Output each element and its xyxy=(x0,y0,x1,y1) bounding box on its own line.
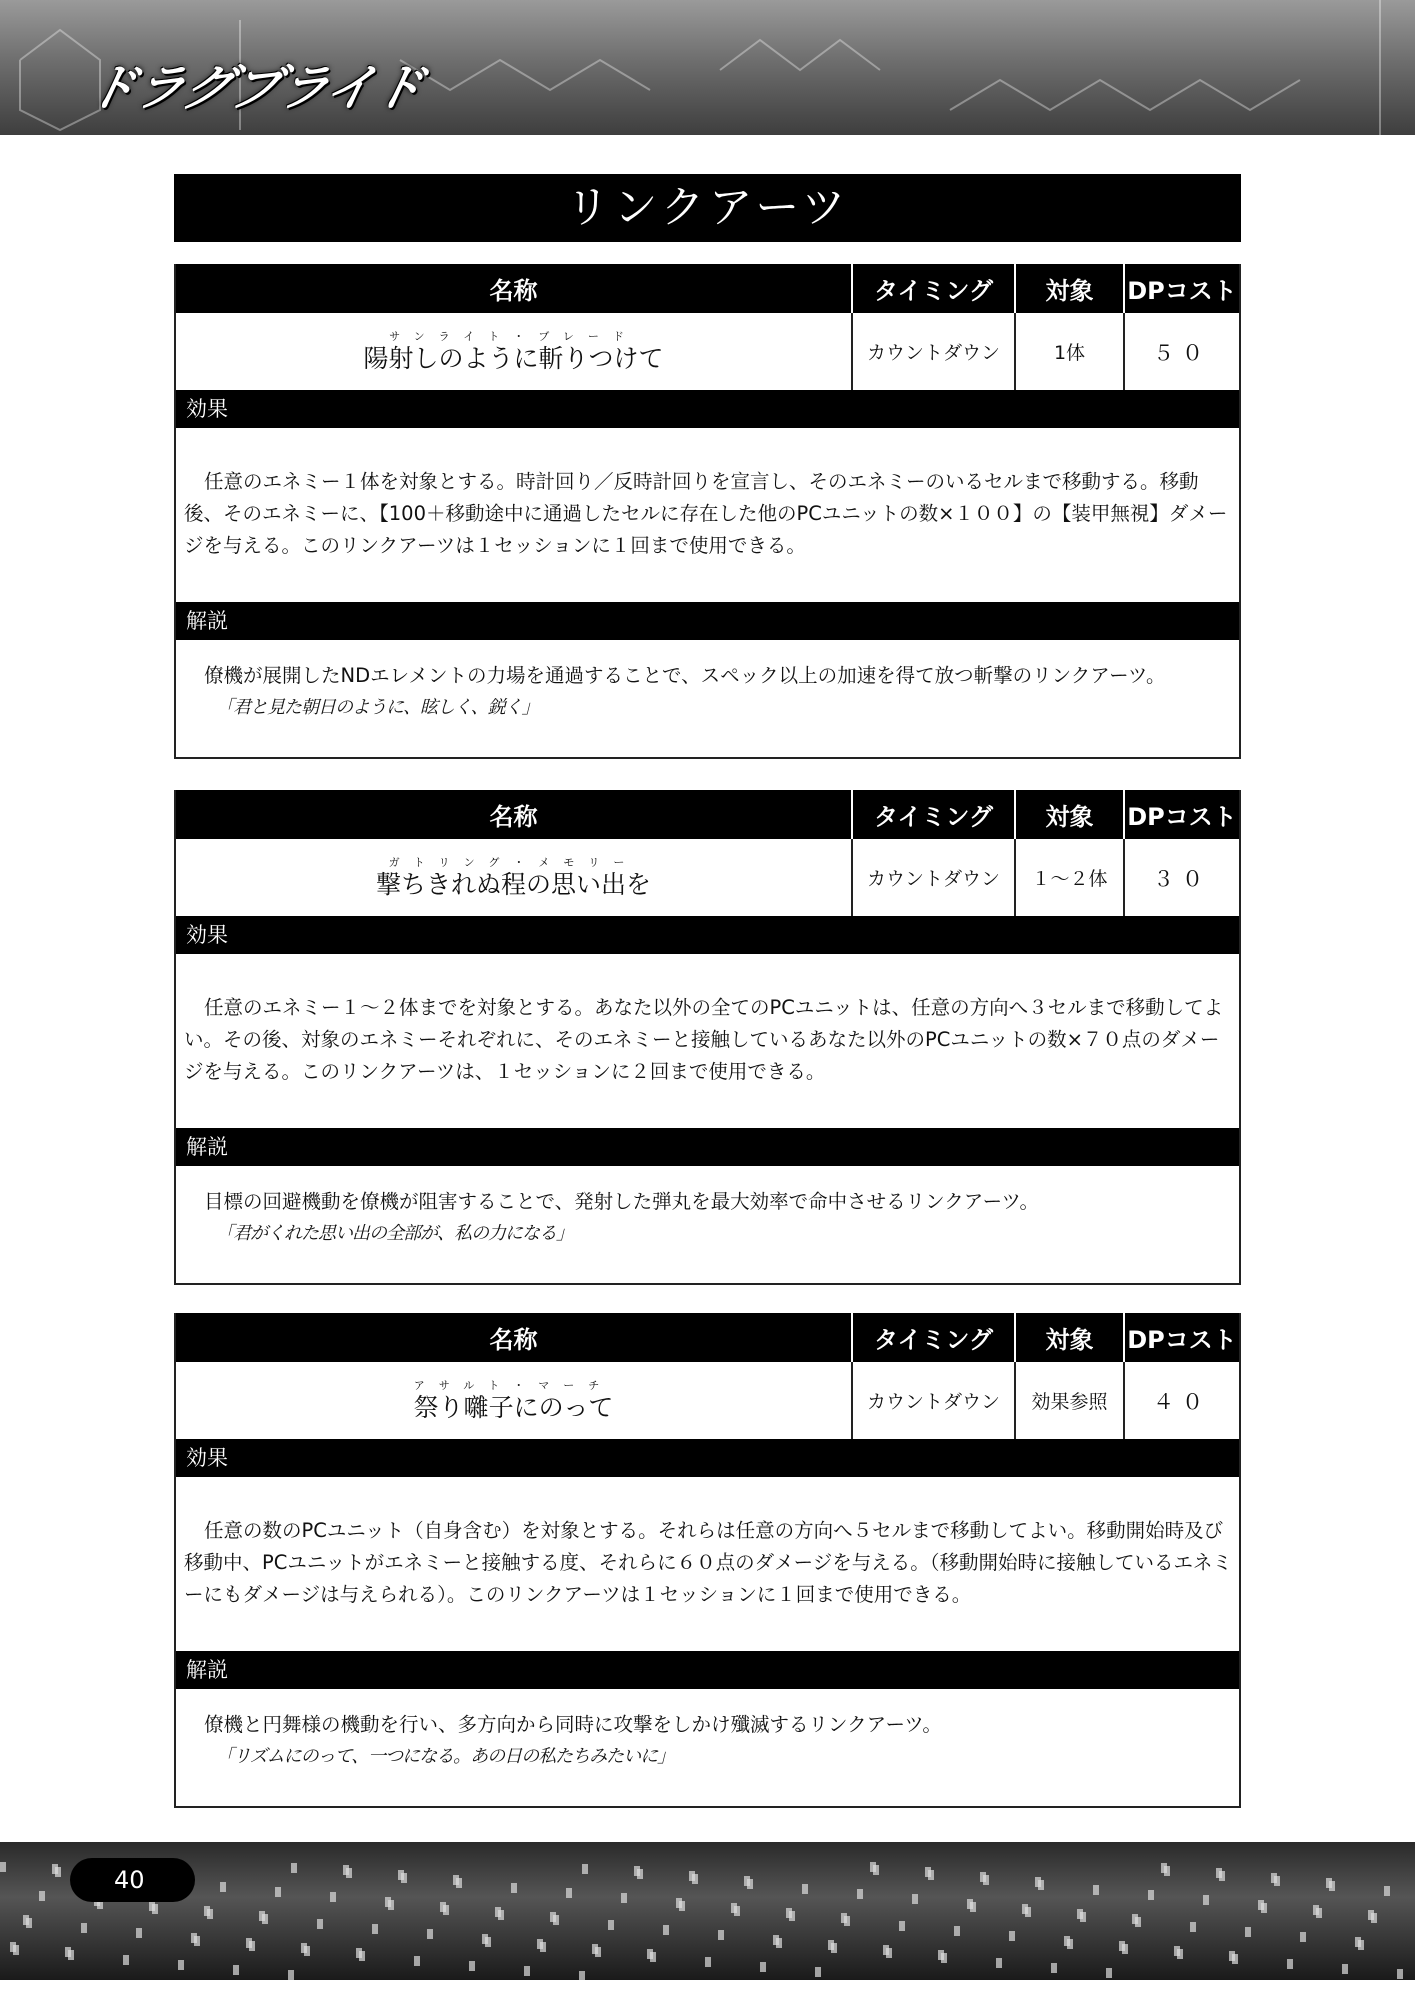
building-window xyxy=(1203,1895,1209,1905)
commentary-label: 解説 xyxy=(176,602,1239,640)
building-window xyxy=(52,1864,58,1874)
building-window xyxy=(0,1862,6,1872)
building-window xyxy=(1093,1885,1099,1895)
building-window xyxy=(123,1955,129,1965)
building-window xyxy=(1148,1890,1154,1900)
building-window xyxy=(301,1943,307,1953)
building-window xyxy=(288,1970,294,1980)
building-window xyxy=(330,1892,336,1902)
building-window xyxy=(469,1961,475,1971)
building-window xyxy=(870,1862,876,1872)
column-timing: タイミング xyxy=(851,1313,1014,1362)
building-window xyxy=(317,1919,323,1929)
building-window xyxy=(524,1966,530,1976)
building-window xyxy=(705,1957,711,1967)
art-name: 祭り囃子にのって xyxy=(413,1392,614,1422)
building-window xyxy=(191,1933,197,1943)
column-timing: タイミング xyxy=(851,790,1014,839)
column-timing: タイミング xyxy=(851,264,1014,313)
building-window xyxy=(356,1948,362,1958)
column-cost: DPコスト xyxy=(1123,264,1239,313)
cost-cell: ４０ xyxy=(1123,1362,1239,1439)
commentary-text: 僚機が展開したNDエレメントの力場を通過することで、スペック以上の加速を得て放つ斬撃のリンクアーツ。 xyxy=(204,664,1166,687)
header-banner xyxy=(0,0,1415,135)
building-window xyxy=(912,1894,918,1904)
building-window xyxy=(204,1906,210,1916)
effect-text: 任意のエネミー１～２体までを対象とする。あなた以外の全てのPCユニットは、任意の方向へ３セルまで移動してよい。その後、対象のエネミーそれぞれに、そのエネミーと接触しているあなた以外のPCユニットの数×７０点のダメージを与える。このリンクアーツは、１セッションに２回まで使用できる。 xyxy=(184,996,1224,1083)
building-window xyxy=(1229,1951,1235,1961)
timing-cell: カウントダウン xyxy=(851,313,1014,390)
building-window xyxy=(246,1938,252,1948)
building-window xyxy=(65,1947,71,1957)
column-target: 対象 xyxy=(1014,264,1123,313)
building-window xyxy=(899,1921,905,1931)
building-window xyxy=(1300,1932,1306,1942)
building-window xyxy=(718,1930,724,1940)
cost-cell: ５０ xyxy=(1123,313,1239,390)
target-cell: １～２体 xyxy=(1014,839,1123,916)
name-cell xyxy=(176,313,851,390)
page-number: 40 xyxy=(70,1858,195,1902)
building-window xyxy=(398,1870,404,1880)
building-window xyxy=(1190,1922,1196,1932)
building-window xyxy=(938,1950,944,1960)
building-window xyxy=(39,1891,45,1901)
building-window xyxy=(343,1865,349,1875)
commentary xyxy=(176,640,1239,757)
building-window xyxy=(1216,1868,1222,1878)
building-window xyxy=(1035,1877,1041,1887)
name-cell xyxy=(176,1362,851,1439)
building-window xyxy=(773,1935,779,1945)
name-ruby: アサルト・マーチ xyxy=(413,1378,614,1392)
building-window xyxy=(608,1920,614,1930)
name-ruby: サンライト・ブレード xyxy=(389,329,638,343)
commentary-text: 目標の回避機動を僚機が阻害することで、発射した弾丸を最大効率で命中させるリンクアーツ。 xyxy=(204,1190,1039,1213)
column-target: 対象 xyxy=(1014,1313,1123,1362)
building-window xyxy=(1077,1909,1083,1919)
building-window xyxy=(550,1912,556,1922)
building-window xyxy=(136,1928,142,1938)
building-window xyxy=(883,1945,889,1955)
effect-label: 効果 xyxy=(176,916,1239,954)
building-window xyxy=(802,1884,808,1894)
effect-label: 効果 xyxy=(176,390,1239,428)
effect-label: 効果 xyxy=(176,1439,1239,1477)
link-art-card xyxy=(174,790,1241,1285)
commentary xyxy=(176,1689,1239,1806)
name-cell xyxy=(176,839,851,916)
building-window xyxy=(663,1925,669,1935)
building-window xyxy=(440,1902,446,1912)
building-window xyxy=(760,1962,766,1972)
building-window xyxy=(566,1888,572,1898)
building-window xyxy=(1161,1863,1167,1873)
commentary-label: 解説 xyxy=(176,1651,1239,1689)
building-window xyxy=(23,1915,29,1925)
building-window xyxy=(1106,1968,1112,1978)
building-window xyxy=(1132,1914,1138,1924)
building-window xyxy=(427,1929,433,1939)
building-window xyxy=(453,1875,459,1885)
building-window xyxy=(10,1942,16,1952)
building-window xyxy=(647,1949,653,1959)
building-window xyxy=(1355,1937,1361,1947)
commentary-text: 僚機と円舞様の機動を行い、多方向から同時に攻撃をしかけ殲滅するリンクアーツ。 xyxy=(204,1713,942,1736)
column-name: 名称 xyxy=(489,803,538,831)
building-window xyxy=(786,1908,792,1918)
building-window xyxy=(1368,1910,1374,1920)
commentary xyxy=(176,1166,1239,1283)
building-window xyxy=(841,1913,847,1923)
commentary-quote: 「リズムにのって、一つになる。あの日の私たちみたいに」 xyxy=(216,1746,675,1767)
building-window xyxy=(511,1883,517,1893)
cost-cell: ３０ xyxy=(1123,839,1239,916)
target-cell: 1体 xyxy=(1014,313,1123,390)
art-name: 撃ちきれぬ程の思い出を xyxy=(375,869,651,899)
building-window xyxy=(828,1940,834,1950)
building-window xyxy=(291,1863,297,1873)
building-window xyxy=(731,1903,737,1913)
building-window xyxy=(275,1887,281,1897)
building-window xyxy=(579,1971,585,1980)
building-window xyxy=(582,1864,588,1874)
building-window xyxy=(1384,1886,1390,1896)
effect-text: 任意のエネミー１体を対象とする。時計回り／反時計回りを宣言し、そのエネミーのいるセルまで移動する。移動後、そのエネミーに、【100＋移動途中に通過したセルに存在した他のPCユニットの数×１００】の【装甲無視】ダメージを与える。このリンクアーツは１セッションに１回まで使用できる。 xyxy=(184,470,1228,557)
building-window xyxy=(233,1965,239,1975)
name-ruby: ガトリング・メモリー xyxy=(388,855,639,869)
column-cost: DPコスト xyxy=(1123,790,1239,839)
building-window xyxy=(925,1867,931,1877)
building-window xyxy=(1313,1905,1319,1915)
table-row xyxy=(176,313,1239,390)
building-window xyxy=(537,1939,543,1949)
building-window xyxy=(414,1956,420,1966)
building-window xyxy=(149,1901,155,1911)
building-window xyxy=(857,1889,863,1899)
building-window xyxy=(1064,1936,1070,1946)
column-name: 名称 xyxy=(489,277,538,305)
building-window xyxy=(1051,1963,1057,1973)
commentary-label: 解説 xyxy=(176,1128,1239,1166)
building-window xyxy=(621,1893,627,1903)
timing-cell: カウントダウン xyxy=(851,839,1014,916)
building-window xyxy=(592,1944,598,1954)
table-header xyxy=(176,1313,1239,1362)
effect-text: 任意の数のPCユニット（自身含む）を対象とする。それらは任意の方向へ５セルまで移動してよい。移動開始時及び移動中、PCユニットがエネミーと接触する度、それらに６０点のダメージを与える。（移動開始時に接触しているエネミーにもダメージは与えられる）。このリンクアーツは１セッションに１回まで使用できる。 xyxy=(184,1519,1232,1606)
target-cell: 効果参照 xyxy=(1014,1362,1123,1439)
table-row xyxy=(176,839,1239,916)
footer-banner xyxy=(0,1842,1415,1980)
building-window xyxy=(1174,1946,1180,1956)
column-cost: DPコスト xyxy=(1123,1313,1239,1362)
timing-cell: カウントダウン xyxy=(851,1362,1014,1439)
table-header xyxy=(176,790,1239,839)
building-window xyxy=(676,1898,682,1908)
building-window xyxy=(980,1872,986,1882)
art-name: 陽射しのように斬りつけて xyxy=(363,343,664,373)
building-window xyxy=(178,1960,184,1970)
building-window xyxy=(385,1897,391,1907)
table-row xyxy=(176,1362,1239,1439)
building-window xyxy=(1287,1959,1293,1969)
building-window xyxy=(1397,1969,1403,1979)
commentary-quote: 「君がくれた思い出の全部が、私の力になる」 xyxy=(216,1223,573,1244)
building-window xyxy=(1258,1900,1264,1910)
building-window xyxy=(954,1926,960,1936)
building-window xyxy=(996,1958,1002,1968)
column-target: 対象 xyxy=(1014,790,1123,839)
building-window xyxy=(372,1924,378,1934)
column-name: 名称 xyxy=(489,1326,538,1354)
link-art-card xyxy=(174,1313,1241,1808)
building-window xyxy=(1245,1927,1251,1937)
building-window xyxy=(689,1871,695,1881)
building-window xyxy=(81,1923,87,1933)
link-art-card xyxy=(174,264,1241,759)
building-window xyxy=(634,1866,640,1876)
page-title: リンクアーツ xyxy=(174,174,1241,242)
table-header xyxy=(176,264,1239,313)
building-window xyxy=(1326,1878,1332,1888)
logo: ドラグブライド xyxy=(80,59,428,117)
building-window xyxy=(1009,1931,1015,1941)
building-window xyxy=(1022,1904,1028,1914)
building-window xyxy=(1342,1964,1348,1974)
building-window xyxy=(495,1907,501,1917)
building-window xyxy=(259,1911,265,1921)
building-window xyxy=(967,1899,973,1909)
building-window xyxy=(815,1967,821,1977)
building-window xyxy=(482,1934,488,1944)
building-window xyxy=(1271,1873,1277,1883)
building-window xyxy=(220,1882,226,1892)
building-window xyxy=(744,1876,750,1886)
commentary-quote: 「君と見た朝日のように、眩しく、鋭く」 xyxy=(216,697,539,718)
building-window xyxy=(1119,1941,1125,1951)
